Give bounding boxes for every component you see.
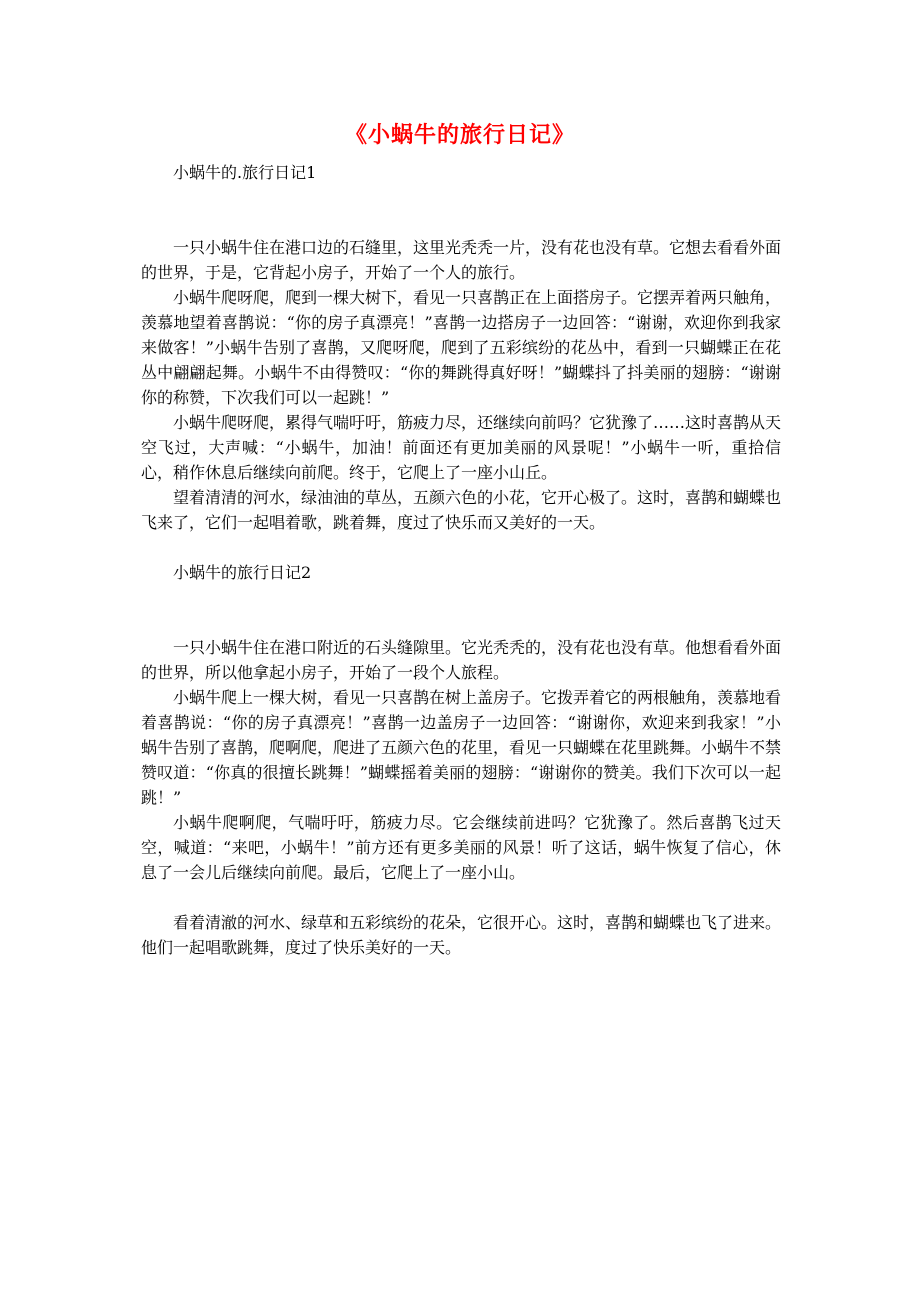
paragraph: 望着清清的河水，绿油油的草丛，五颜六色的小花，它开心极了。这时，喜鹊和蝴蝶也飞来了，它们一起唱着歌，跳着舞，度过了快乐而又美好的一天。	[141, 488, 782, 532]
section-heading: 小蜗牛的.旅行日记1	[173, 163, 317, 182]
spacer	[141, 585, 781, 610]
spacer	[141, 210, 781, 235]
spacer	[141, 610, 781, 635]
spacer	[141, 885, 781, 910]
paragraph: 小蜗牛爬啊爬，气喘吁吁，筋疲力尽。它会继续前进吗？它犹豫了。然后喜鹊飞过天空，喊道：“来吧，小蜗牛！”前方还有更多美丽的风景！听了这话，蜗牛恢复了信心，休息了一会儿后继续向前爬。最后，它爬上了一座小山。	[141, 813, 781, 882]
paragraph: 小蜗牛爬呀爬，累得气喘吁吁，筋疲力尽，还继续向前吗？它犹豫了……这时喜鹊从天空飞过，大声喊：“小蜗牛，加油！前面还有更加美丽的风景呢！”小蜗牛一听，重拾信心，稍作休息后继续向前爬。终于，它爬上了一座小山丘。	[141, 413, 782, 482]
document-title: 《小蜗牛的旅行日记》	[344, 122, 575, 148]
spacer	[141, 535, 781, 560]
spacer	[141, 185, 781, 210]
paragraph: 一只小蜗牛住在港口边的石缝里，这里光秃秃一片，没有花也没有草。它想去看看外面的世界，于是，它背起小房子，开始了一个人的旅行。	[141, 238, 782, 282]
paragraph: 小蜗牛爬上一棵大树，看见一只喜鹊在树上盖房子。它拨弄着它的两根触角，羡慕地看着喜鹊说：“你的房子真漂亮！”喜鹊一边盖房子一边回答：“谢谢你，欢迎来到我家！”小蜗牛告别了喜鹊，爬啊爬，爬进了五颜六色的花里，看见一只蝴蝶在花里跳舞。小蜗牛不禁赞叹道：“你真的很擅长跳舞！”蝴蝶摇着美丽的翅膀：“谢谢你的赞美。我们下次可以一起跳！”	[141, 688, 782, 807]
paragraph: 看着清澈的河水、绿草和五彩缤纷的花朵，它很开心。这时，喜鹊和蝴蝶也飞了进来。他们一起唱歌跳舞，度过了快乐美好的一天。	[141, 913, 782, 957]
section-heading: 小蜗牛的旅行日记2	[173, 563, 312, 582]
paragraph: 小蜗牛爬呀爬，爬到一棵大树下，看见一只喜鹊正在上面搭房子。它摆弄着两只触角，羡慕地望着喜鹊说：“你的房子真漂亮！”喜鹊一边搭房子一边回答：“谢谢，欢迎你到我家来做客！”小蜗牛告别了喜鹊，又爬呀爬，爬到了五彩缤纷的花丛中，看到一只蝴蝶正在花丛中翩翩起舞。小蜗牛不由得赞叹：“你的舞跳得真好呀！”蝴蝶抖了抖美丽的翅膀：“谢谢你的称赞，下次我们可以一起跳！”	[141, 288, 782, 407]
document-body	[141, 160, 781, 960]
paragraph: 一只小蜗牛住在港口附近的石头缝隙里。它光秃秃的，没有花也没有草。他想看看外面的世界，所以他拿起小房子，开始了一段个人旅程。	[141, 638, 782, 682]
